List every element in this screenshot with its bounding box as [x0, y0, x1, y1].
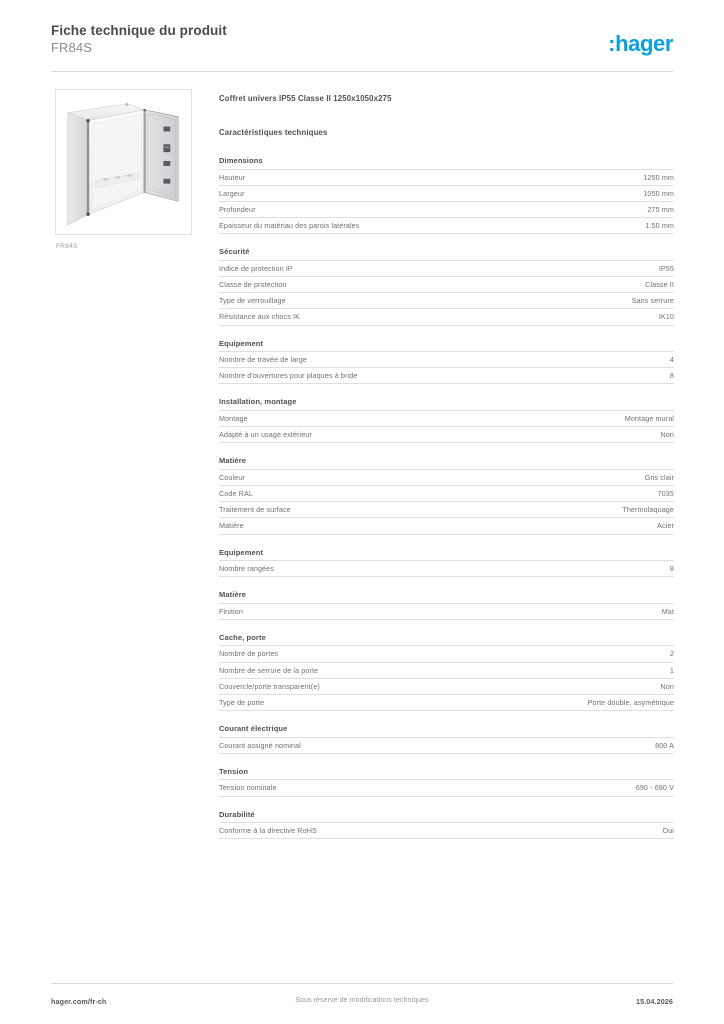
- spec-label: Nombre de serrure de la porte: [219, 665, 319, 675]
- spec-value: Acier: [657, 521, 674, 531]
- page-header: [51, 22, 673, 70]
- spec-value: 1.50 mm: [645, 221, 674, 231]
- spec-value: 1050 mm: [643, 188, 674, 198]
- spec-value: Non: [660, 681, 674, 691]
- spec-group-title: Dimensions: [219, 156, 263, 165]
- spec-value: 690 - 690 V: [635, 783, 674, 793]
- page-footer: [51, 997, 673, 1009]
- spec-group-title: Cache, porte: [219, 632, 266, 642]
- spec-label: Finition: [219, 606, 243, 616]
- spec-row: [219, 779, 674, 796]
- spec-row: [219, 517, 674, 534]
- spec-row: [219, 201, 674, 217]
- spec-group: [219, 767, 674, 797]
- spec-row: [219, 645, 674, 661]
- spec-row: [219, 169, 674, 185]
- spec-label: Nombre d'ouvertures pour plaques à bride: [219, 371, 358, 381]
- spec-value: 800 A: [655, 740, 674, 750]
- spec-group-title: Matière: [219, 590, 247, 600]
- spec-label: Résistance aux chocs IK: [219, 312, 301, 322]
- page-subtitle-product-ref: FR84S: [51, 40, 92, 55]
- spec-value: Montage mural: [624, 413, 674, 423]
- spec-row: [219, 737, 674, 754]
- spec-label: Conforme à la directive RoHS: [219, 826, 317, 835]
- spec-group: [219, 633, 674, 711]
- spec-row: [219, 603, 674, 620]
- spec-value: Classe II: [645, 279, 674, 289]
- spec-value: IK10: [658, 312, 674, 322]
- product-image: [55, 89, 192, 235]
- spec-value: Oui: [662, 826, 674, 835]
- spec-group: [219, 247, 674, 325]
- spec-value: Porte double, asymétrique: [587, 697, 674, 707]
- spec-value: 1: [669, 665, 674, 675]
- spec-group-title: Installation, montage: [219, 397, 297, 407]
- spec-group: [219, 810, 674, 840]
- spec-group: [219, 397, 674, 443]
- spec-row: [219, 260, 674, 276]
- spec-value: 4: [669, 355, 674, 364]
- spec-row: [219, 469, 674, 485]
- spec-value: Gris clair: [644, 472, 674, 482]
- spec-label: Couvercle/porte transparent(e): [219, 681, 320, 691]
- spec-row: [219, 217, 674, 234]
- spec-group-title: Durabilité: [219, 809, 255, 819]
- spec-group-title: Tension: [219, 766, 249, 776]
- spec-label: Hauteur: [219, 172, 246, 182]
- spec-group-title: Matière: [219, 456, 247, 466]
- spec-label: Largeur: [219, 188, 245, 198]
- spec-row: [219, 501, 674, 517]
- spec-row: [219, 367, 674, 384]
- spec-value: 7035: [657, 488, 674, 498]
- enclosure-cabinet-icon: [56, 90, 191, 234]
- spec-value: 8: [669, 564, 674, 573]
- spec-group: [219, 548, 674, 578]
- spec-row: [219, 485, 674, 501]
- spec-group: [219, 339, 674, 385]
- spec-label: Classe de protection: [219, 279, 287, 289]
- spec-group: [219, 724, 674, 754]
- spec-row: [219, 292, 674, 308]
- spec-value: Thermolaquage: [622, 505, 674, 515]
- footer-date: 15.04.2026: [636, 997, 673, 1006]
- spec-row: [219, 822, 674, 839]
- spec-row: [219, 276, 674, 292]
- spec-label: Profondeur: [219, 204, 256, 214]
- spec-value: Sans serrure: [631, 296, 674, 306]
- spec-label: Tension nominale: [219, 783, 277, 793]
- spec-value: IP55: [658, 263, 674, 273]
- spec-row: [219, 694, 674, 711]
- spec-label: Code RAL: [219, 488, 253, 498]
- spec-label: Type de porte: [219, 697, 265, 707]
- spec-label: Traitement de surface: [219, 505, 291, 515]
- spec-label: Adapté à un usage extérieur: [219, 430, 313, 440]
- spec-value: 275 mm: [647, 204, 674, 214]
- header-divider: [51, 71, 673, 72]
- footer-divider: [51, 983, 673, 984]
- spec-label: Epaisseur du matériau des parois latérales: [219, 221, 360, 231]
- spec-label: Nombre de portes: [219, 649, 279, 659]
- spec-group-title: Sécurité: [219, 247, 250, 257]
- spec-row: [219, 560, 674, 577]
- spec-row: [219, 410, 674, 426]
- product-name: Coffret univers IP55 Classe II 1250x1050x275: [219, 94, 392, 103]
- page-title: Fiche technique du produit: [51, 23, 227, 38]
- spec-value: Mat: [661, 606, 674, 616]
- spec-label: Nombre de travée de large: [219, 355, 307, 364]
- product-image-caption: FR84S: [56, 243, 78, 250]
- specs-heading: Caractéristiques techniques: [219, 128, 328, 137]
- spec-row: [219, 351, 674, 367]
- spec-label: Matière: [219, 521, 244, 531]
- spec-label: Nombre rangées: [219, 564, 274, 573]
- spec-content: [219, 94, 674, 852]
- hager-logo: :hager: [608, 31, 673, 56]
- spec-row: [219, 678, 674, 694]
- spec-group-title: Equipement: [219, 547, 264, 557]
- spec-label: Couleur: [219, 472, 245, 482]
- spec-value: 8: [669, 371, 674, 381]
- spec-label: Indice de protection IP: [219, 263, 293, 273]
- spec-row: [219, 185, 674, 201]
- spec-group: [219, 156, 674, 234]
- spec-value: 1250 mm: [643, 172, 674, 182]
- spec-value: Non: [660, 430, 674, 440]
- spec-value: 2: [669, 649, 674, 659]
- spec-groups: [219, 156, 674, 839]
- footer-website-link[interactable]: hager.com/fr-ch: [51, 997, 107, 1006]
- spec-label: Montage: [219, 413, 248, 423]
- spec-row: [219, 426, 674, 443]
- spec-label: Courant assigné nominal: [219, 740, 301, 750]
- spec-row: [219, 662, 674, 678]
- spec-row: [219, 308, 674, 325]
- spec-group: [219, 456, 674, 534]
- spec-group-title: Courant électrique: [219, 724, 288, 734]
- spec-group: [219, 590, 674, 620]
- spec-label: Type de verrouillage: [219, 296, 286, 306]
- footer-disclaimer: Sous réserve de modifications techniques: [295, 997, 429, 1004]
- spec-group-title: Equipement: [219, 338, 264, 348]
